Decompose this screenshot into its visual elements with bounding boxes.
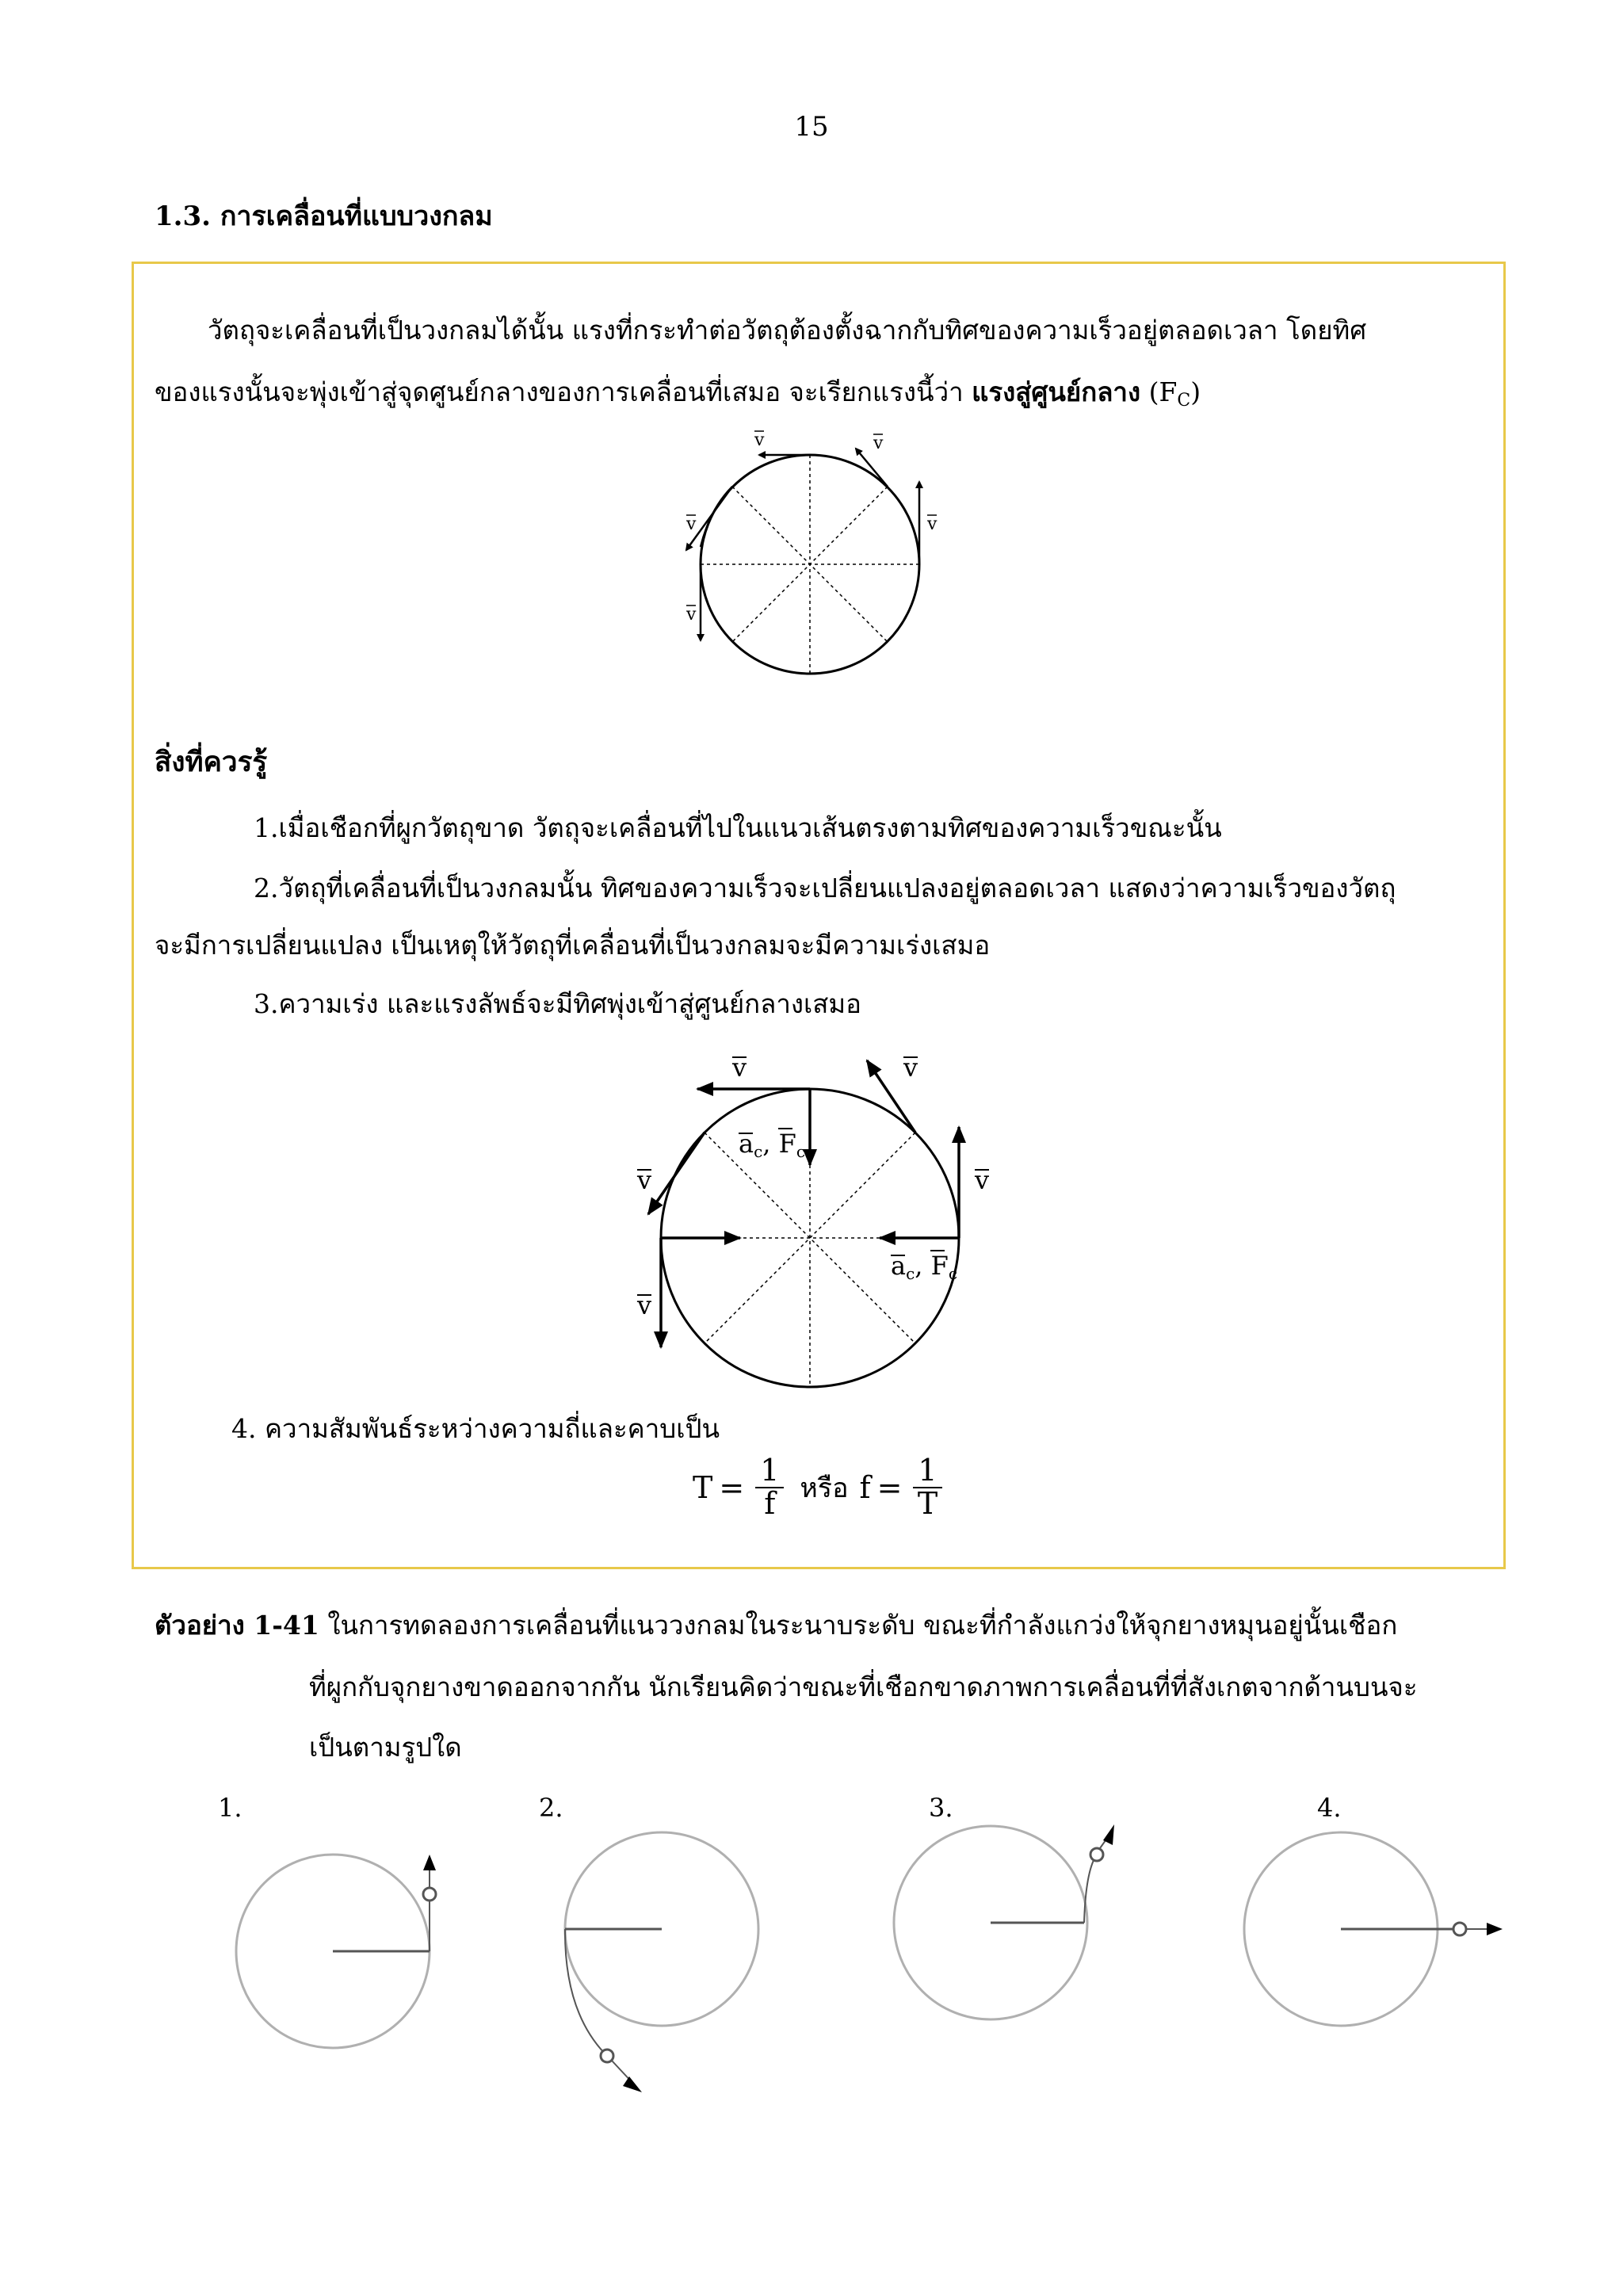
v-label-right: v (927, 514, 938, 534)
period-frequency-formula: T = $\frac{1}{f}$ หรือ f = $\frac{1}{T}$ (693, 1455, 947, 1520)
intro-line-1: วัตถุจะเคลื่อนที่เป็นวงกลมได้นั้น แรงที่กระทำต่อวัตถุต้องตั้งฉากกับทิศของความเร็วอยู่ตลอดเวลา โดยทิศ (208, 315, 1367, 346)
should-know-item-1: 1.เมื่อเชือกที่ผูกวัตถุขาด วัตถุจะเคลื่อนที่ไปในแนวเส้นตรงตามทิศของความเร็วขณะนั้น (254, 812, 1222, 843)
v-label-left-upper: v (686, 514, 697, 534)
option-3-diagram (894, 1824, 1114, 2019)
example-line-2: ที่ผูกกับจุกยางขาดออกจากกัน นักเรียนคิดว่าขณะที่เชือกขาดภาพการเคลื่อนที่ที่สังเกตจากด้านบนจะ (309, 1671, 1418, 1702)
option-label-3[interactable]: 3. (929, 1793, 953, 1823)
example-line-1: ตัวอย่าง 1-41 ในการทดลองการเคลื่อนที่แนววงกลมในระนาบระดับ ขณะที่กำลังแกว่งให้จุกยางหมุนอยู่นั้นเชือก (155, 1610, 1398, 1641)
v-label-top-right: v (873, 434, 884, 453)
ac-fc-label-right: ac, Fc (891, 1251, 958, 1283)
example-line-3: เป็นตามรูปใด (309, 1732, 462, 1763)
option-label-1[interactable]: 1. (218, 1793, 242, 1823)
page-number: 15 (794, 111, 829, 143)
option-diagrams (236, 1824, 1503, 2092)
v-label-large-right: v (975, 1165, 990, 1195)
v-label-large-left-upper: v (637, 1165, 652, 1195)
section-title: การเคลื่อนที่แบบวงกลม (220, 201, 493, 232)
option-4-diagram (1244, 1832, 1503, 2026)
v-label-top: v (754, 430, 765, 450)
small-circle-group (685, 430, 938, 674)
section-number: 1.3. (155, 201, 211, 232)
fraction-one-over-f: $\frac{1}{f}$ (755, 1455, 784, 1520)
should-know-item-3: 3.ความเร่ง และแรงลัพธ์จะมีทิศพุ่งเข้าสู่ศูนย์กลางเสมอ (254, 988, 861, 1019)
large-circle-group (636, 1052, 989, 1387)
centripetal-symbol: $(F_C)$ (1148, 376, 1201, 411)
intro-line-2-text: ของแรงนั้นจะพุ่งเข้าสู่จุดศูนย์กลางของการเคลื่อนที่เสมอ จะเรียกแรงนี้ว่า (155, 376, 964, 407)
should-know-item-4: 4. ความสัมพันธ์ระหว่างความถี่และคาบเป็น (231, 1413, 720, 1444)
v-label-large-left-lower: v (637, 1290, 652, 1320)
fraction-one-over-t: $\frac{1}{T}$ (913, 1455, 941, 1520)
v-label-large-top: v (732, 1052, 747, 1083)
should-know-heading: สิ่งที่ควรรู้ (155, 746, 268, 778)
v-label-large-top-right: v (903, 1052, 918, 1083)
option-1-diagram (236, 1855, 436, 2048)
should-know-item-2-line-2: จะมีการเปลี่ยนแปลง เป็นเหตุให้วัตถุที่เคลื่อนที่เป็นวงกลมจะมีความเร่งเสมอ (155, 930, 991, 961)
option-label-2[interactable]: 2. (539, 1793, 563, 1823)
example-label: ตัวอย่าง 1-41 (155, 1610, 319, 1641)
ac-fc-label-top: ac, Fc (739, 1129, 806, 1161)
should-know-item-2-line-1: 2.วัตถุที่เคลื่อนที่เป็นวงกลมนั้น ทิศของความเร็วจะเปลี่ยนแปลงอยู่ตลอดเวลา แสดงว่าความเร็วของวัตถุ (254, 873, 1396, 904)
option-label-4[interactable]: 4. (1317, 1793, 1342, 1823)
option-2-diagram (565, 1832, 758, 2092)
centripetal-term: แรงสู่ศูนย์กลาง (972, 376, 1141, 407)
v-label-left-lower: v (686, 605, 697, 625)
